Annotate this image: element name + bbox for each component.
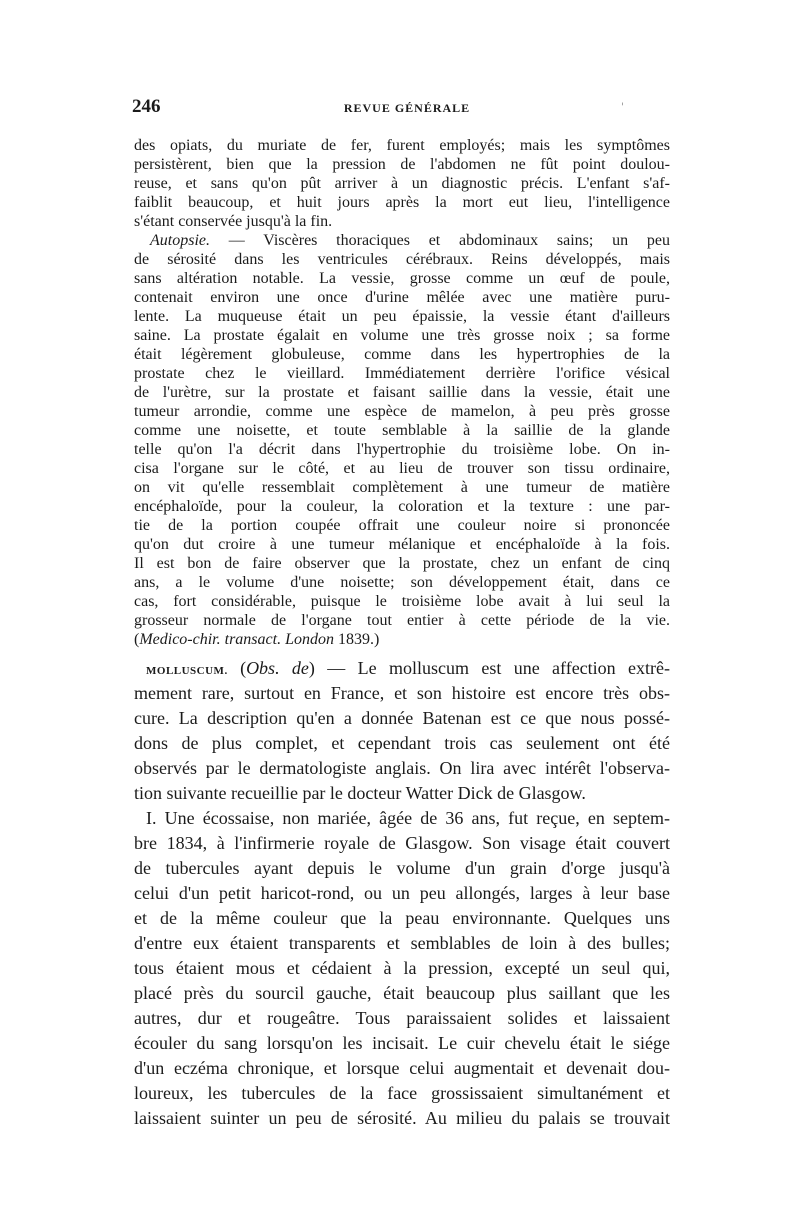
autopsie-line-15: tie de la portion coupée offrait une couleur noire si prononcée xyxy=(134,517,670,534)
autopsie-line-8: de l'urètre, sur la prostate et faisant saillie dans la vessie, était une xyxy=(134,384,670,401)
autopsie-line-1: de sérosité dans les ventricules cérébraux. Reins développés, mais xyxy=(134,251,670,268)
citation-title: Medico-chir. transact. London xyxy=(139,631,334,648)
observation-line-5: et de la même couleur que la peau environnante. Quelques uns xyxy=(134,908,670,928)
observation-line-4: celui d'un petit haricot-rond, ou un peu allongés, larges à leur base xyxy=(134,883,670,903)
autopsie-line-6: était légèrement globuleuse, comme dans les hypertrophies de la xyxy=(134,346,670,363)
molluscum-line-1: mement rare, surtout en France, et son histoire est encore très obs- xyxy=(134,683,670,703)
autopsie-line-12: cisa l'organe sur le côté, et au lieu de trouver son tissu ordinaire, xyxy=(134,460,670,477)
opening-line-1: des opiats, du muriate de fer, furent employés; mais les symptômes xyxy=(134,137,670,154)
autopsie-line-11: telle qu'on l'a décrit dans l'hypertrophie du troisième lobe. On in- xyxy=(134,441,670,458)
observation-line-8: placé près du sourcil gauche, était beaucoup plus saillant que les xyxy=(134,983,670,1003)
observation-line-11: d'un eczéma chronique, et lorsque celui augmentait et devenait dou- xyxy=(134,1058,670,1078)
observation-line-13: laissaient suinter un peu de sérosité. Au milieu du palais se trouvait xyxy=(134,1108,670,1128)
autopsie-line-16: qu'on dut croire à une tumeur mélanique et encéphaloïde à la fois. xyxy=(134,536,670,553)
opening-line-3: reuse, et sans qu'on pût arriver à un diagnostic précis. L'enfant s'af- xyxy=(134,175,670,192)
running-title: REVUE GÉNÉRALE xyxy=(343,101,471,115)
molluscum-line-2: cure. La description qu'en a donnée Batenan est ce que nous possé- xyxy=(134,708,670,728)
molluscum-heading: MOLLUSCUM. xyxy=(146,665,228,677)
autopsie-line-7: prostate chez le vieillard. Immédiatement derrière l'orifice vésical xyxy=(134,365,670,382)
page-number: 246 xyxy=(132,96,161,117)
opening-line-2: persistèrent, bien que la pression de l'abdomen ne fût point doulou- xyxy=(134,156,670,173)
autopsie-line-14: encéphaloïde, pour la couleur, la coloration et la texture : une par- xyxy=(134,498,670,515)
margin-mark: ' xyxy=(621,102,624,113)
observation-line-2: bre 1834, à l'infirmerie royale de Glasgow. Son visage était couvert xyxy=(134,833,670,853)
observation-line-10: écouler du sang lorsqu'on les incisait. Le cuir chevelu était le siége xyxy=(134,1033,670,1053)
autopsie-line-18: ans, a le volume d'une noisette; son développement était, dans ce xyxy=(134,574,670,591)
observation-line-6: d'entre eux étaient transparents et semblables de loin à des bulles; xyxy=(134,933,670,953)
autopsie-line-2: sans altération notable. La vessie, grosse comme un œuf de poule, xyxy=(134,270,670,287)
autopsie-line-10: comme une noisette, et toute semblable à la saillie de la glande xyxy=(134,422,670,439)
citation-year: 1839.) xyxy=(333,631,380,648)
observation-line-12: loureux, les tubercules de la face grossissaient simultanément et xyxy=(134,1083,670,1103)
autopsie-line-13: on vit qu'elle ressemblait complètement à une tumeur de matière xyxy=(134,479,670,496)
autopsie-first-line xyxy=(150,233,670,249)
page-header xyxy=(132,96,672,126)
autopsie-line-20: grosseur normale de l'organe tout entier à cette période de la vie. xyxy=(134,612,670,629)
observation-line-7: tous étaient mous et cédaient à la pression, excepté un seul qui, xyxy=(134,958,670,978)
molluscum-line-5: tion suivante recueillie par le docteur Watter Dick de Glasgow. xyxy=(134,783,586,803)
autopsie-line-5: saine. La prostate égalait en volume une très grosse noix ; sa forme xyxy=(134,327,670,344)
observation-line-3: de tubercules ayant depuis le volume d'un grain d'orge jusqu'à xyxy=(134,858,670,878)
obs-open: ( xyxy=(227,658,247,678)
molluscum-line-4: observés par le dermatologiste anglais. On lira avec intérêt l'observa- xyxy=(134,758,670,778)
autopsie-line-3: contenait environ une once d'urine mêlée avec une matière puru- xyxy=(134,289,670,306)
autopsie-line-4: lente. La muqueuse était un peu épaissie, la vessie étant d'ailleurs xyxy=(134,308,670,325)
autopsie-label: Autopsie. xyxy=(150,232,210,249)
citation-line xyxy=(134,632,670,648)
autopsie-line-9: tumeur arrondie, comme une espèce de mamelon, à peu près grosse xyxy=(134,403,670,420)
autopsie-line-19: cas, fort considérable, puisque le troisième lobe avait à lui seul la xyxy=(134,593,670,610)
citation-open: ( xyxy=(134,631,140,648)
obs-close: ) — Le molluscum est une affection extrê- xyxy=(308,658,670,678)
opening-line-4: faiblit beaucoup, et huit jours après la mort eut lieu, l'intelligence xyxy=(134,194,670,211)
autopsie-first-line-rest: — Viscères thoraciques et abdominaux sains; un peu xyxy=(210,232,670,249)
molluscum-heading-line xyxy=(146,659,670,677)
observation-line-1: I. Une écossaise, non mariée, âgée de 36 ans, fut reçue, en septem- xyxy=(146,808,670,828)
molluscum-line-3: dons de plus complet, et cependant trois cas seulement ont été xyxy=(134,733,670,753)
opening-line-5: s'étant conservée jusqu'à la fin. xyxy=(134,213,333,230)
observation-line-9: autres, dur et rougeâtre. Tous paraissaient solides et laissaient xyxy=(134,1008,670,1028)
obs-label: Obs. de xyxy=(246,658,309,678)
autopsie-line-17: Il est bon de faire observer que la prostate, chez un enfant de cinq xyxy=(134,555,670,572)
